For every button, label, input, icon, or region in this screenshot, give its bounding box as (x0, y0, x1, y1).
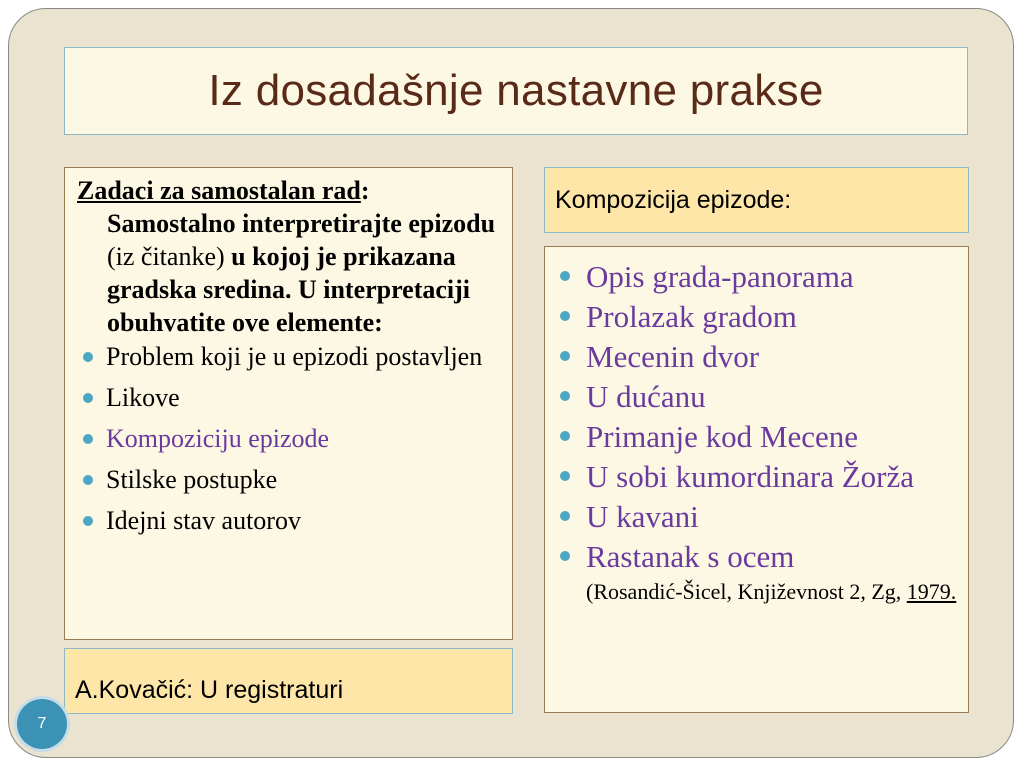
bullet-icon (560, 551, 570, 561)
page-number: 7 (37, 715, 47, 732)
list-item (77, 464, 498, 495)
page-number-badge (17, 699, 67, 749)
bullet-icon (560, 471, 570, 481)
list-item (77, 341, 498, 372)
bullet-icon (560, 431, 570, 441)
bullet-icon (560, 511, 570, 521)
list-item-text: Primanje kod Mecene (586, 419, 859, 454)
tasks-intro (77, 174, 498, 339)
list-item-text: U kavani (586, 499, 699, 534)
tasks-intro-plain: (iz čitanke) (107, 242, 232, 271)
tasks-list (77, 341, 498, 536)
title-box (64, 47, 968, 135)
list-item (557, 457, 960, 497)
list-item (77, 505, 498, 536)
bullet-icon (560, 351, 570, 361)
list-item (557, 297, 960, 337)
bullet-icon (560, 311, 570, 321)
bullet-icon (83, 352, 93, 362)
composition-label-box (544, 167, 969, 233)
list-item (557, 337, 960, 377)
composition-panel (544, 246, 969, 713)
slide-title: Iz dosadašnje nastavne prakse (208, 66, 824, 115)
list-item-text: Opis grada-panorama (586, 259, 854, 294)
source-year-link[interactable]: 1979. (906, 579, 957, 604)
list-item (557, 497, 960, 537)
list-item (557, 257, 960, 297)
bullet-icon (83, 475, 93, 485)
list-item-text: Likove (106, 383, 180, 412)
list-item (557, 537, 960, 577)
source-text: (Rosandić-Šicel, Književnost 2, Zg, (586, 579, 907, 604)
list-item-text: U sobi kumordinara Žorža (586, 459, 914, 494)
list-item-text: Stilske postupke (106, 465, 278, 494)
list-item-text: Kompoziciju epizode (106, 424, 330, 453)
tasks-intro-bold-2: u kojoj je prikazana gradska sredina. U interpretaciji obuhvatite ove elemente: (107, 242, 471, 337)
tasks-panel (64, 167, 513, 640)
composition-list (557, 257, 960, 577)
source-citation (557, 577, 960, 606)
bullet-icon (83, 516, 93, 526)
list-item-text: U dućanu (586, 379, 706, 414)
bullet-icon (83, 434, 93, 444)
list-item-text: Prolazak gradom (586, 299, 797, 334)
bullet-icon (560, 391, 570, 401)
list-item (557, 377, 960, 417)
author-label: A.Kovačić: U registraturi (75, 676, 344, 704)
list-item-text: Idejni stav autorov (106, 506, 301, 535)
bullet-icon (560, 271, 570, 281)
tasks-heading-colon: : (360, 176, 370, 205)
list-item (557, 417, 960, 457)
list-item-text: Problem koji je u epizodi postavljen (106, 342, 483, 371)
author-label-box (64, 648, 513, 714)
list-item-text: Rastanak s ocem (586, 539, 795, 574)
bullet-icon (83, 393, 93, 403)
list-item (77, 382, 498, 413)
tasks-heading: Zadaci za samostalan rad (77, 176, 361, 205)
tasks-intro-bold-1: Samostalno interpretirajte epizodu (107, 209, 496, 238)
composition-label: Kompozicija epizode: (555, 185, 792, 214)
list-item-text: Mecenin dvor (586, 339, 760, 374)
list-item (77, 423, 498, 454)
